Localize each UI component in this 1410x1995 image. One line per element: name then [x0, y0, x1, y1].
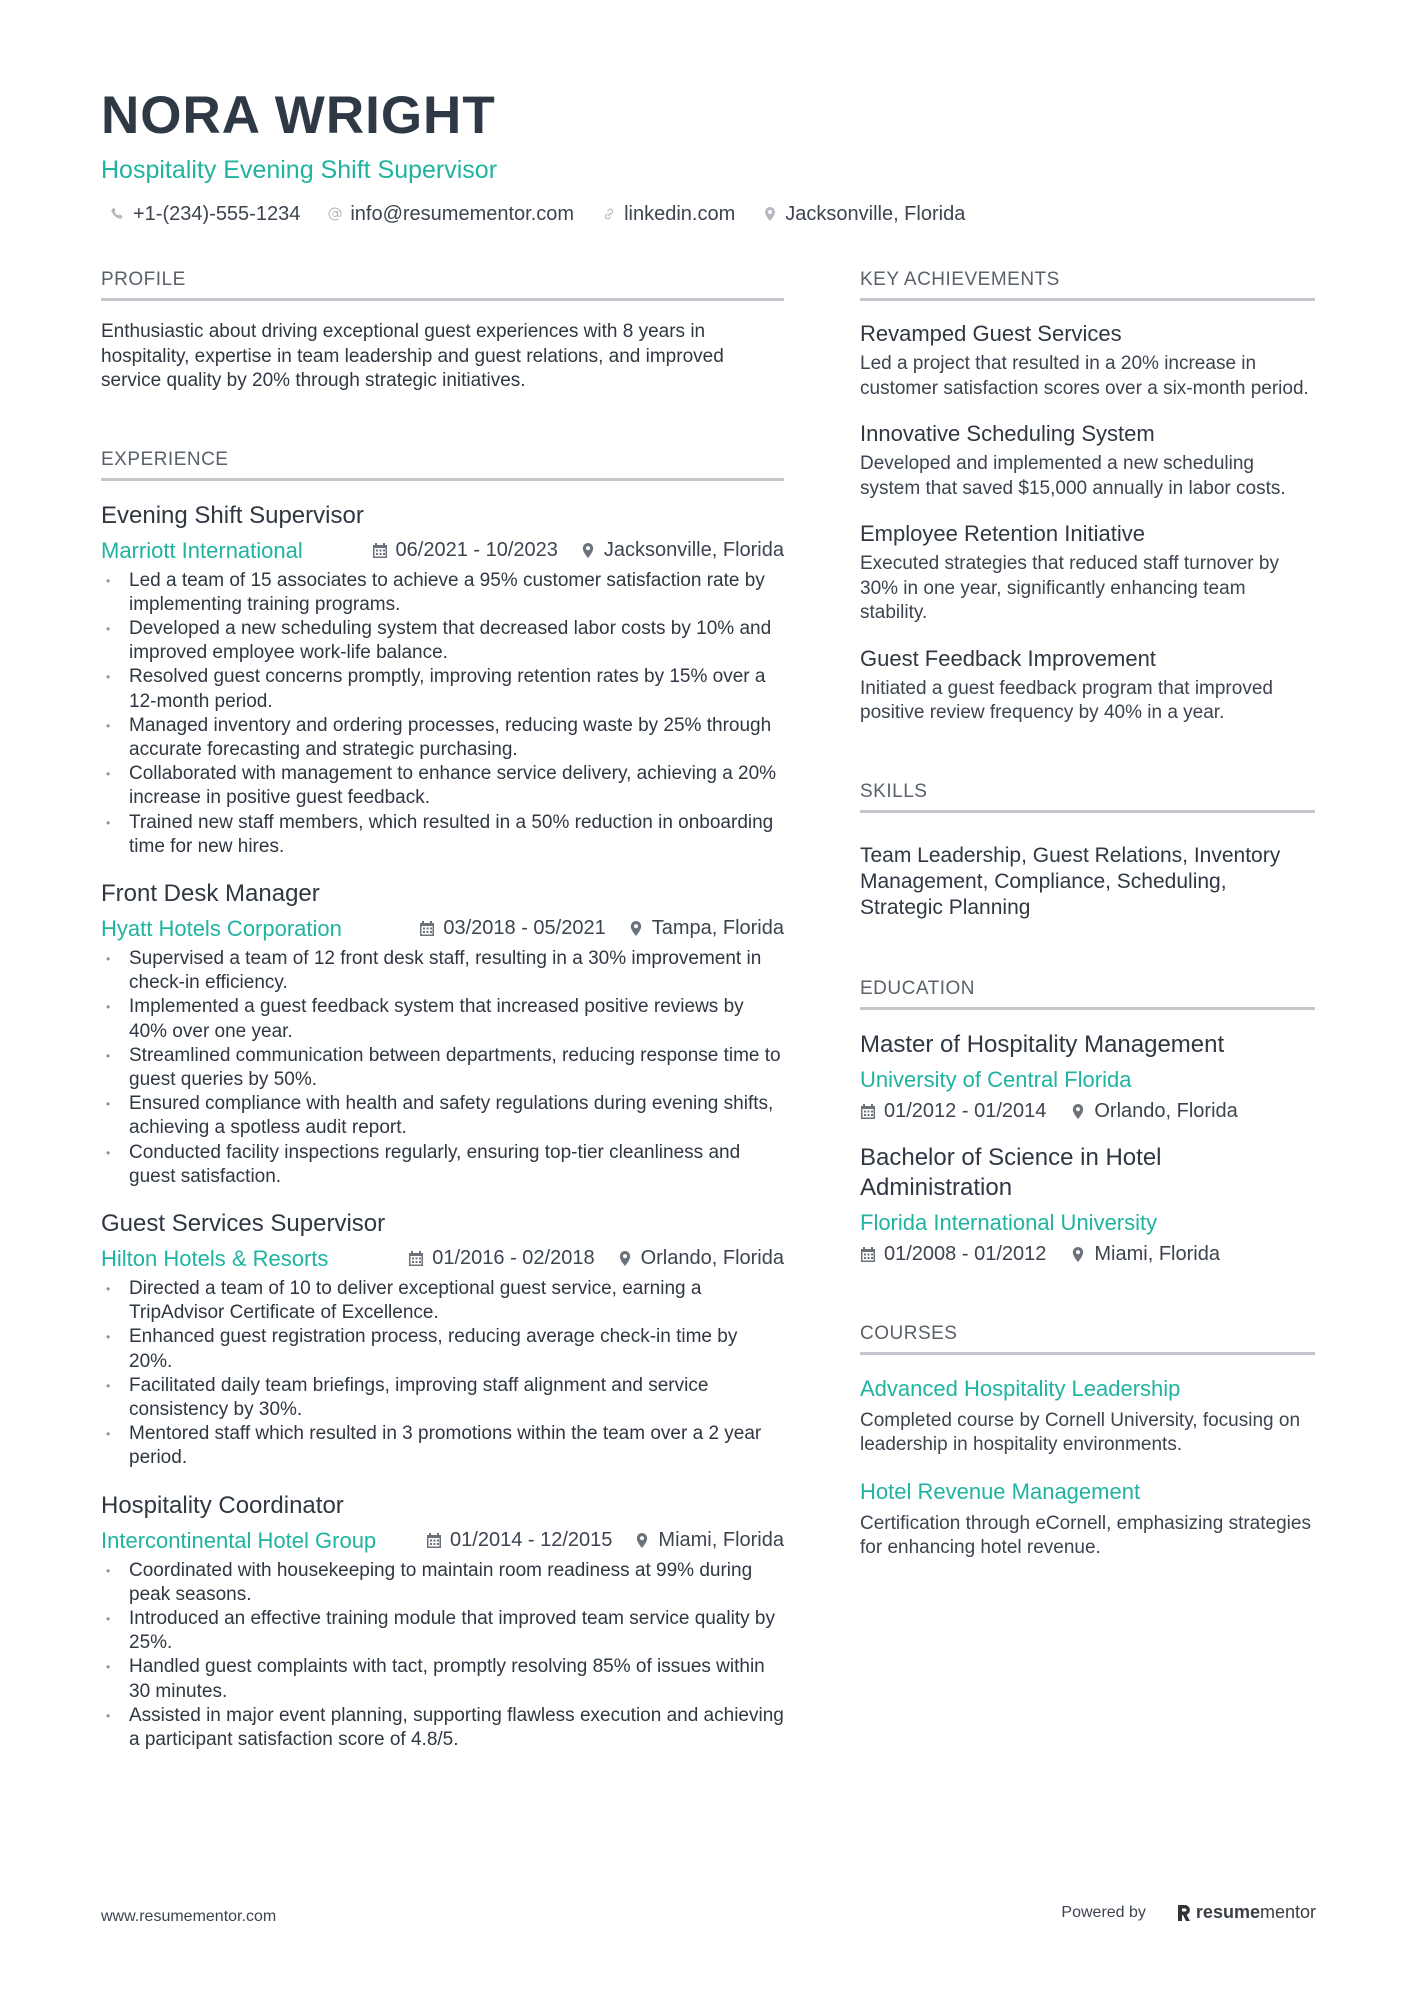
- bullet-item: • Enhanced guest registration process, reducing average check-in time by 20%.: [101, 1325, 784, 1373]
- date-range: [426, 1529, 612, 1552]
- achievement-list: [860, 320, 1315, 726]
- location: [1070, 1100, 1237, 1123]
- profile-heading: PROFILE: [101, 268, 784, 301]
- location-text: Orlando, Florida: [1094, 1099, 1238, 1122]
- course-item: [860, 1478, 1315, 1561]
- skills-heading: SKILLS: [860, 780, 1315, 813]
- job-entry: [101, 501, 784, 859]
- calendar-icon: [419, 920, 443, 937]
- location-text: Orlando, Florida: [640, 1247, 784, 1270]
- education-meta: [860, 1243, 1315, 1266]
- bullet-item: • Streamlined communication between departments, reducing response time to guest queries by 50%.: [101, 1044, 784, 1092]
- location-text: Tampa, Florida: [651, 917, 784, 940]
- bullet-item: • Resolved guest concerns promptly, improving retention rates by 15% over a 12-month period.: [101, 665, 784, 713]
- achievement-title: Guest Feedback Improvement: [860, 645, 1156, 671]
- job-title: Front Desk Manager: [101, 879, 320, 907]
- skills-section: [860, 780, 1315, 921]
- resume-header: [101, 84, 1321, 228]
- at-sign-icon: [326, 205, 344, 223]
- achievement-desc: Developed and implemented a new scheduling system that saved $15,000 annually in labor costs.: [860, 453, 1286, 499]
- job-entry: [101, 1491, 784, 1753]
- bullet-item: • Trained new staff members, which resulted in a 50% reduction in onboarding time for new hires.: [101, 811, 784, 859]
- achievement-desc: Executed strategies that reduced staff turnover by 30% in one year, significantly enhancing team stability.: [860, 553, 1279, 623]
- location: [580, 539, 784, 562]
- achievement-item: [860, 420, 1315, 501]
- contact-bar: [101, 200, 1321, 228]
- bullet-item: • Facilitated daily team briefings, improving staff alignment and service consistency by 30%.: [101, 1374, 784, 1422]
- email-text: info@resumementor.com: [350, 203, 575, 225]
- bullet-item: • Implemented a guest feedback system that increased positive reviews by 40% over one year.: [101, 995, 784, 1043]
- date-range: [860, 1100, 1046, 1123]
- contact-email[interactable]: [326, 200, 574, 228]
- achievement-item: [860, 520, 1315, 626]
- date-range: [408, 1247, 594, 1270]
- contact-location: [761, 200, 965, 228]
- bullet-item: • Supervised a team of 12 front desk staff, resulting in a 30% improvement in check-in efficiency.: [101, 947, 784, 995]
- job-title: Hospitality Coordinator: [101, 1491, 344, 1519]
- degree-name: Bachelor of Science in Hotel Administration: [860, 1143, 1162, 1201]
- date-text: 03/2018 - 05/2021: [443, 917, 606, 940]
- profile-text: Enthusiastic about driving exceptional guest experiences with 8 years in hospitality, expertise in team leadership and guest relations, and improved service quality by 20% through strategic initiatives.: [101, 321, 724, 391]
- location-text: Jacksonville, Florida: [785, 203, 966, 225]
- bullet-item: • Ensured compliance with health and safety regulations during evening shifts, achieving a spotless audit report.: [101, 1092, 784, 1140]
- job-title: Guest Services Supervisor: [101, 1209, 386, 1237]
- bullet-item: • Mentored staff which resulted in 3 promotions within the team over a 2 year period.: [101, 1422, 784, 1470]
- education-meta: [860, 1100, 1315, 1123]
- brand-logo[interactable]: [1176, 1902, 1316, 1923]
- location-text: Jacksonville, Florida: [603, 539, 784, 561]
- footer-website[interactable]: www.resumementor.com: [101, 1908, 277, 1925]
- education-list: [860, 1030, 1315, 1266]
- bullet-item: • Collaborated with management to enhance service delivery, achieving a 20% increase in positive guest feedback.: [101, 762, 784, 810]
- education-item: [860, 1030, 1315, 1123]
- achievement-title: Revamped Guest Services: [860, 321, 1122, 346]
- phone-text: +1-(234)-555-1234: [133, 203, 301, 225]
- bullet-item: • Conducted facility inspections regularly, ensuring top-tier cleanliness and guest satisfaction.: [101, 1141, 784, 1189]
- link-icon: [600, 205, 618, 223]
- degree-name: Master of Hospitality Management: [860, 1030, 1225, 1058]
- location-text: Miami, Florida: [658, 1529, 784, 1552]
- candidate-name: NORA WRIGHT: [101, 86, 496, 145]
- job-entry: [101, 879, 784, 1189]
- brand-name-light: mentor: [1259, 1902, 1316, 1922]
- date-range: [860, 1243, 1046, 1266]
- bullet-item: • Assisted in major event planning, supporting flawless execution and achieving a participant satisfaction score of 4.8/5.: [101, 1704, 784, 1752]
- education-heading: EDUCATION: [860, 977, 1315, 1010]
- course-list: [860, 1375, 1315, 1561]
- course-desc: Certification through eCornell, emphasizing strategies for enhancing hotel revenue.: [860, 1512, 1311, 1558]
- job-meta: [101, 1245, 784, 1273]
- experience-heading: EXPERIENCE: [101, 448, 784, 481]
- job-bullets: [101, 1559, 784, 1753]
- achievement-item: [860, 645, 1315, 726]
- achievement-desc: Initiated a guest feedback program that improved positive review frequency by 40% in a year.: [860, 677, 1273, 723]
- job-title: Evening Shift Supervisor: [101, 501, 364, 529]
- company-name: Marriott International: [101, 537, 303, 563]
- experience-section: [101, 448, 784, 1753]
- location: [628, 917, 784, 940]
- job-meta: [101, 915, 784, 943]
- job-meta-right: [350, 539, 784, 562]
- bullet-item: • Directed a team of 10 to deliver exceptional guest service, earning a TripAdvisor Certificate of Excellence.: [101, 1277, 784, 1325]
- achievements-section: [860, 268, 1315, 726]
- job-meta: [101, 537, 784, 565]
- course-title: Hotel Revenue Management: [860, 1478, 1141, 1504]
- bullet-item: • Led a team of 15 associates to achieve a 95% customer satisfaction rate by implementing training programs.: [101, 569, 784, 617]
- date-text: 01/2014 - 12/2015: [450, 1529, 613, 1552]
- courses-heading: COURSES: [860, 1322, 1315, 1355]
- calendar-icon: [426, 1532, 450, 1549]
- profile-section: [101, 268, 784, 394]
- skills-text: Team Leadership, Guest Relations, Inventory Management, Compliance, Scheduling, Strategic Planning: [860, 843, 1281, 919]
- job-entry: [101, 1209, 784, 1471]
- location: [617, 1247, 784, 1270]
- education-item: [860, 1143, 1315, 1266]
- calendar-icon: [408, 1250, 432, 1267]
- course-item: [860, 1375, 1315, 1458]
- company-name: Hyatt Hotels Corporation: [101, 915, 342, 941]
- job-meta: [101, 1527, 784, 1555]
- bullet-item: • Coordinated with housekeeping to maintain room readiness at 99% during peak seasons.: [101, 1559, 784, 1607]
- contact-phone[interactable]: [109, 200, 300, 228]
- achievements-heading: KEY ACHIEVEMENTS: [860, 268, 1315, 301]
- footer-branding: [1061, 1902, 1316, 1923]
- location: [1070, 1243, 1220, 1266]
- calendar-icon: [860, 1246, 884, 1263]
- bullet-item: • Handled guest complaints with tact, promptly resolving 85% of issues within 30 minutes.: [101, 1655, 784, 1703]
- date-text: 06/2021 - 10/2023: [395, 539, 558, 561]
- achievement-desc: Led a project that resulted in a 20% increase in customer satisfaction scores over a six-month period.: [860, 353, 1309, 399]
- job-meta-right: [397, 917, 784, 940]
- job-meta-right: [404, 1529, 784, 1552]
- education-section: [860, 977, 1315, 1266]
- contact-linkedin[interactable]: [600, 200, 735, 228]
- course-title: Advanced Hospitality Leadership: [860, 1375, 1181, 1401]
- phone-icon: [109, 205, 127, 223]
- calendar-icon: [372, 542, 396, 559]
- achievement-title: Innovative Scheduling System: [860, 421, 1155, 446]
- job-meta-right: [386, 1247, 784, 1270]
- linkedin-text: linkedin.com: [624, 203, 736, 225]
- date-range: [419, 917, 605, 940]
- course-desc: Completed course by Cornell University, focusing on leadership in hospitality environments.: [860, 1409, 1301, 1455]
- right-column: [860, 268, 1315, 1561]
- date-text: 01/2008 - 01/2012: [884, 1242, 1047, 1265]
- location-text: Miami, Florida: [1094, 1242, 1220, 1265]
- achievement-item: [860, 320, 1315, 401]
- location-pin-icon: [628, 920, 652, 937]
- powered-by-label: Powered by: [1061, 1903, 1146, 1921]
- job-bullets: [101, 1277, 784, 1471]
- date-text: 01/2012 - 01/2014: [884, 1099, 1047, 1122]
- school-name: Florida International University: [860, 1209, 1158, 1235]
- location: [634, 1529, 784, 1552]
- location-pin-icon: [617, 1250, 641, 1267]
- company-name: Hilton Hotels & Resorts: [101, 1245, 329, 1271]
- location-pin-icon: [1070, 1103, 1094, 1120]
- job-bullets: [101, 947, 784, 1189]
- bullet-item: • Developed a new scheduling system that decreased labor costs by 10% and improved employee work-life balance.: [101, 617, 784, 665]
- job-list: [101, 501, 784, 1753]
- location-pin-icon: [634, 1532, 658, 1549]
- calendar-icon: [860, 1103, 884, 1120]
- location-pin-icon: [580, 542, 604, 559]
- brand-logo-icon: [1176, 1903, 1192, 1923]
- left-column: [101, 268, 784, 1752]
- company-name: Intercontinental Hotel Group: [101, 1527, 377, 1553]
- brand-name-bold: resume: [1195, 1902, 1260, 1922]
- job-bullets: [101, 569, 784, 859]
- achievement-title: Employee Retention Initiative: [860, 521, 1145, 546]
- bullet-item: • Introduced an effective training module that improved team service quality by 25%.: [101, 1607, 784, 1655]
- bullet-item: • Managed inventory and ordering processes, reducing waste by 25% through accurate forecasting and strategic purchasing.: [101, 714, 784, 762]
- location-pin-icon: [761, 205, 779, 223]
- date-text: 01/2016 - 02/2018: [432, 1247, 595, 1270]
- candidate-title: Hospitality Evening Shift Supervisor: [101, 156, 498, 184]
- courses-section: [860, 1322, 1315, 1561]
- school-name: University of Central Florida: [860, 1066, 1132, 1092]
- date-range: [372, 539, 558, 562]
- location-pin-icon: [1070, 1246, 1094, 1263]
